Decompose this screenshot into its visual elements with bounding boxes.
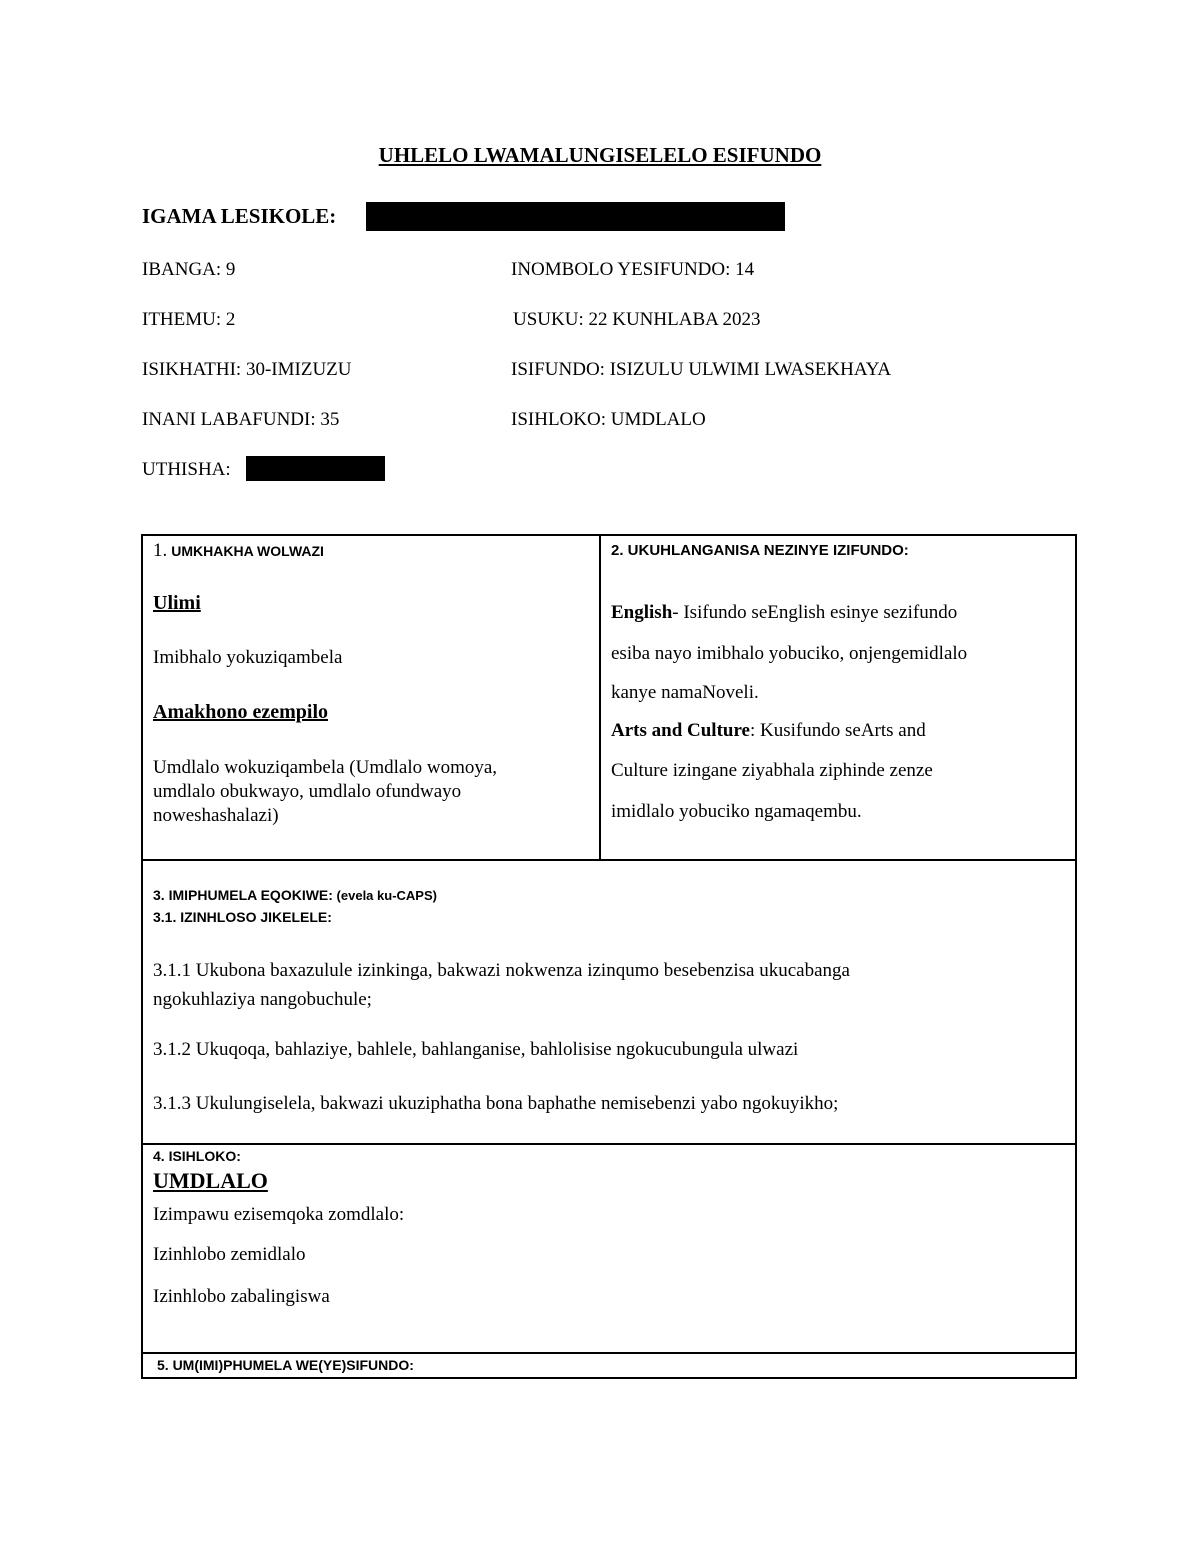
section1-text-line: umdlalo obukwayo, umdlalo ofundwayo bbox=[153, 781, 462, 802]
section2-arts-line bbox=[611, 712, 967, 750]
section1-subheading-language: Ulimi bbox=[153, 592, 201, 614]
section3-item1-line: ngokuhlaziya nangobuchule; bbox=[153, 989, 372, 1010]
section2-arts-line: imidlalo yobuciko ngamaqembu. bbox=[611, 801, 862, 822]
section3-item2: 3.1.2 Ukuqoqa, bahlaziye, bahlele, bahlanganise, bahlolisise ngokucubungula ulwazi bbox=[153, 1039, 799, 1060]
term-field: ITHEMU: 2 bbox=[142, 309, 236, 330]
section2-heading: 2. UKUHLANGANISA NEZINYE IZIFUNDO: bbox=[611, 542, 909, 559]
section3-subheading: 3.1. IZINHLOSO JIKELELE: bbox=[153, 909, 332, 925]
section1-number: 1. bbox=[153, 540, 168, 561]
section4-topic: UMDLALO bbox=[153, 1168, 268, 1193]
section3-heading-text: 3. IMIPHUMELA EQOKIWE: bbox=[153, 887, 333, 903]
section2-english-line bbox=[611, 592, 967, 633]
redacted-teacher-name bbox=[246, 456, 385, 481]
section-divider-vertical bbox=[599, 534, 601, 860]
duration-field: ISIKHATHI: 30-IMIZUZU bbox=[142, 359, 352, 380]
row-divider-3 bbox=[141, 1352, 1077, 1354]
school-name-label: IGAMA LESIKOLE: bbox=[142, 204, 337, 228]
section1-text-line: Umdlalo wokuziqambela (Umdlalo womoya, bbox=[153, 757, 498, 778]
section2-english-line: esiba nayo imibhalo yobuciko, onjengemidlalo bbox=[611, 643, 968, 664]
section3-item1-line: 3.1.1 Ukubona baxazulule izinkinga, bakwazi nokwenza izinqumo besebenzisa ukucabanga bbox=[153, 960, 850, 981]
arts-text: : Kusifundo seArts and bbox=[750, 720, 926, 741]
grade-field: IBANGA: 9 bbox=[142, 259, 236, 280]
section4-heading: 4. ISIHLOKO: bbox=[153, 1148, 241, 1164]
section4-line3: Izinhlobo zabalingiswa bbox=[153, 1286, 330, 1307]
english-text: - Isifundo seEnglish esinye sezifundo bbox=[672, 602, 958, 623]
learners-field: INANI LABAFUNDI: 35 bbox=[142, 409, 340, 430]
section3-item1 bbox=[153, 956, 850, 1014]
section4-line2: Izinhlobo zemidlalo bbox=[153, 1244, 306, 1265]
english-label: English bbox=[611, 602, 673, 623]
teacher-field: UTHISHA: bbox=[142, 459, 231, 480]
section3-heading-note: (evela ku-CAPS) bbox=[332, 888, 437, 903]
row-divider-1 bbox=[141, 859, 1077, 861]
section5-heading: 5. UM(IMI)PHUMELA WE(YE)SIFUNDO: bbox=[157, 1357, 414, 1373]
section2-arts-line: Culture izingane ziyabhala ziphinde zenze bbox=[611, 760, 933, 781]
subject-field: ISIFUNDO: ISIZULU ULWIMI LWASEKHAYA bbox=[511, 359, 892, 380]
document-title: UHLELO LWAMALUNGISELELO ESIFUNDO bbox=[378, 143, 822, 167]
row-divider-2 bbox=[141, 1143, 1077, 1145]
section1-text-language: Imibhalo yokuziqambela bbox=[153, 647, 343, 668]
section3-item3: 3.1.3 Ukulungiselela, bakwazi ukuziphatha bona baphathe nemisebenzi yabo ngokuyikho; bbox=[153, 1093, 839, 1114]
section2-english-line: kanye namaNoveli. bbox=[611, 682, 759, 703]
arts-label: Arts and Culture bbox=[611, 720, 750, 741]
section1-heading-text: UMKHAKHA WOLWAZI bbox=[171, 543, 324, 559]
section1-subheading-lifeskills: Amakhono ezempilo bbox=[153, 701, 328, 723]
section4-line1: Izimpawu ezisemqoka zomdlalo: bbox=[153, 1204, 405, 1225]
topic-field: ISIHLOKO: UMDLALO bbox=[511, 409, 706, 430]
section1-text-lifeskills bbox=[153, 756, 497, 828]
section1-text-line: noweshashalazi) bbox=[153, 805, 279, 826]
lesson-number-field: INOMBOLO YESIFUNDO: 14 bbox=[511, 259, 755, 280]
section2-text bbox=[611, 592, 967, 832]
section1-heading bbox=[153, 540, 324, 562]
date-field: USUKU: 22 KUNHLABA 2023 bbox=[513, 309, 761, 330]
section3-heading bbox=[153, 887, 437, 903]
redacted-school-name bbox=[366, 202, 785, 231]
